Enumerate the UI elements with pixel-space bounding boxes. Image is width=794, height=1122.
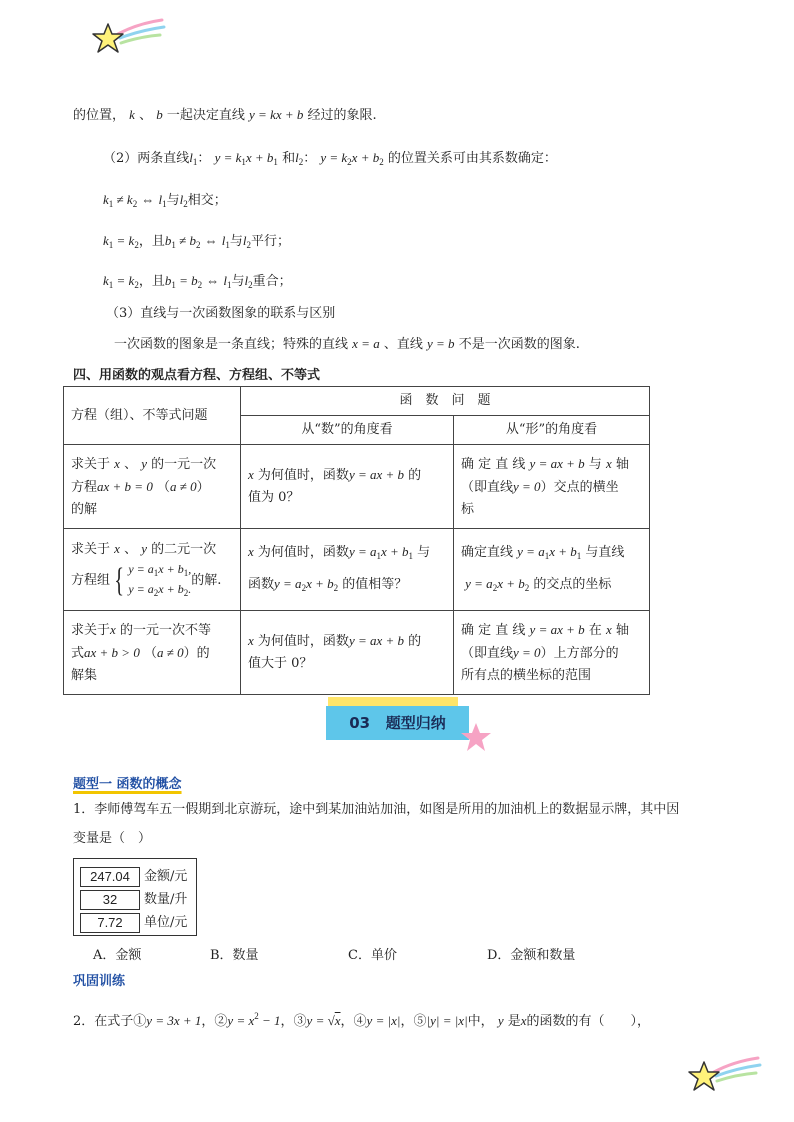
text: 经过的象限. (307, 108, 377, 123)
cell: 确定直线 $y = a_1x + b_1$ 与直线 $y = a_2x + b_2$ 的交点的坐标 (454, 529, 650, 611)
l2-var: l (295, 150, 299, 165)
text: 一次函数的图象是一条直线；特殊的直线 (114, 337, 349, 352)
item2-line: （2）两条直线$l_1$： $y = k_1x + b_1$ 和$l_2$： $y = k_2x + b_2$ 的位置关系可由其系数确定： (103, 150, 557, 167)
relation-intersect: $k_1 \ne k_2$ ⇔ $l_1$与$l_2$相交； (103, 192, 227, 209)
cell: 求关于x 的一元一次不等 式ax + b > 0 （a ≠ 0）的 解集 (64, 611, 241, 695)
text: 与 (166, 193, 180, 208)
cell: x 为何值时，函数y = ax + b 的 值为 0？ (241, 445, 454, 529)
option-c[interactable]: C．单价 (348, 948, 397, 963)
eq1: $y = k_1x + b_1$ (214, 150, 278, 167)
q2-line: 2．在式子①y = 3x + 1，②y = $x^2 - 1$，③y = √x，④y = |x|，⑤|y| = |x|中， y 是x的函数的有（ ）， (73, 1011, 651, 1029)
table-head-shape: 从“形”的角度看 (454, 416, 650, 445)
q1-line1: 1．李师傅驾车五一假期到北京游玩，途中到某加油站加油，如图是所用的加油机上的数据显示牌，其中因 (73, 802, 680, 817)
text: 的位置关系可由其系数确定： (387, 151, 557, 166)
relation-coincide: $k_1 = k_2$，且$b_1 = b_2$ ⇔ $l_1$与$l_2$重合； (103, 273, 292, 290)
star-icon (460, 721, 492, 753)
text: 和 (282, 151, 296, 166)
text: （2）两条直线 (103, 151, 190, 166)
table-row (64, 445, 650, 529)
intro-line (73, 105, 377, 126)
table-row (64, 611, 650, 695)
item3-text (114, 334, 580, 355)
equation: y = kx + b (249, 107, 304, 122)
eq-text: y = k (214, 150, 242, 165)
quantity-value: 32 (80, 890, 140, 910)
function-table (63, 386, 650, 695)
banner-number: 03 (349, 714, 371, 732)
text: 一起决定直线 (166, 108, 245, 123)
text: 不是一次函数的图象. (458, 337, 580, 352)
subscript: 1 (192, 157, 198, 167)
shooting-star-icon (684, 1054, 764, 1098)
option-a[interactable]: A．金额 (93, 948, 142, 963)
text: 与 (231, 274, 245, 289)
price-value: 7.72 (80, 913, 140, 933)
text: 平行； (251, 234, 291, 249)
q1-line2: 变量是（ ） (73, 831, 152, 846)
banner-label (326, 706, 469, 740)
text: 相交； (187, 193, 227, 208)
amount-label: 金额/元 (144, 869, 188, 884)
shooting-star-icon (88, 16, 168, 60)
eq2: $y = k_2x + b_2$ (320, 150, 384, 167)
b-var: b (156, 107, 163, 122)
item3-line: （3）直线与一次函数图象的联系与区别 (106, 306, 336, 321)
section4-title: 四、用函数的观点看方程、方程组、不等式 (73, 368, 321, 383)
table-head-num: 从“数”的角度看 (241, 416, 454, 445)
table-row (64, 529, 650, 611)
eq-text: y = k (320, 150, 348, 165)
section-banner (302, 697, 492, 757)
k-var: k (129, 107, 135, 122)
type1-title: 题型一 函数的概念 (73, 777, 182, 792)
quantity-label: 数量/升 (144, 892, 188, 907)
table-head-left: 方程（组）、不等式问题 (64, 387, 241, 445)
equation: x = a (352, 336, 380, 351)
text: 与 (229, 234, 243, 249)
cell: 求关于 x 、 y 的一元一次 方程ax + b = 0 （a ≠ 0） 的解 (64, 445, 241, 529)
cell: x 为何值时，函数$y = a_1x + b_1$ 与 函数$y = a_2x + b_2$ 的值相等？ (241, 529, 454, 611)
subscript: 2 (298, 157, 304, 167)
cell: x 为何值时，函数y = ax + b 的 值大于 0？ (241, 611, 454, 695)
relation-parallel: $k_1 = k_2$，且$b_1 \ne b_2$ ⇔ $l_1$与$l_2$平行； (103, 233, 291, 250)
amount-value: 247.04 (80, 867, 140, 887)
price-label: 单位/元 (144, 915, 188, 930)
equation: y = b (427, 336, 455, 351)
text: 、 (139, 108, 153, 123)
cell: 求关于 x 、 y 的二元一次 方程组 { $y = a_1x + b_1$, $y = a_2x + b_2$. 的解. (64, 529, 241, 611)
text: 重合； (252, 274, 292, 289)
option-b[interactable]: B．数量 (210, 948, 259, 963)
cell: 确 定 直 线 y = ax + b 在 x 轴 （即直线y = 0）上方部分的 所有点的横坐标的范围 (454, 611, 650, 695)
text: ： (197, 151, 211, 166)
text: 、直线 (383, 337, 423, 352)
text: 的位置， (73, 108, 126, 123)
l1-var: l (189, 150, 193, 165)
cell: 确 定 直 线 y = ax + b 与 x 轴 （即直线y = 0）交点的横坐 标 (454, 445, 650, 529)
option-d[interactable]: D．金额和数量 (487, 948, 576, 963)
text: ，且 (138, 234, 165, 249)
pump-display (73, 858, 197, 936)
practice-title: 巩固训练 (73, 974, 126, 989)
table-head-func: 函 数 问 题 (241, 387, 650, 416)
text: ，且 (138, 274, 165, 289)
banner-title: 题型归纳 (385, 714, 446, 732)
